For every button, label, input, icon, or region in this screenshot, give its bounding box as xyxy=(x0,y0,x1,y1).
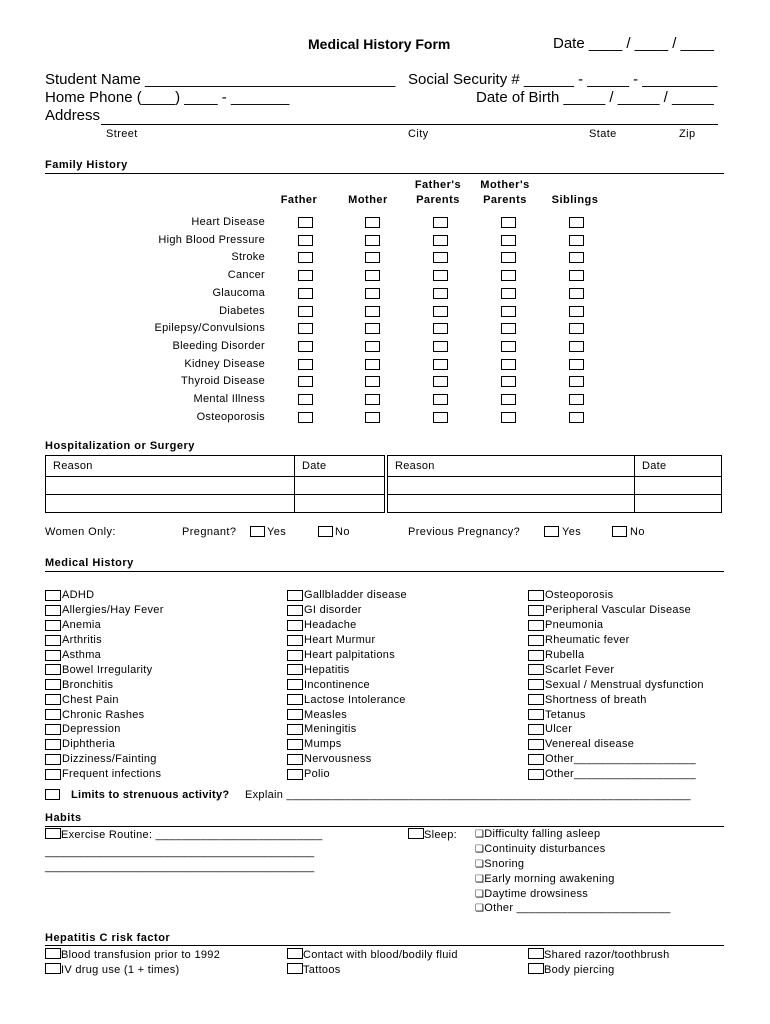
medical-anemia-checkbox[interactable] xyxy=(45,620,61,631)
hepatitis-heading: Hepatitis C risk factor xyxy=(45,932,171,944)
hepatitis-risk-item[interactable] xyxy=(528,948,670,961)
medical-ulcer-checkbox[interactable] xyxy=(528,724,544,735)
family-stroke-mother-checkbox[interactable] xyxy=(365,252,380,263)
medical-item-label: Diphtheria xyxy=(62,738,116,751)
medical-frequent-infections-checkbox[interactable] xyxy=(45,769,61,780)
exercise-field[interactable]: Exercise Routine: __________________________ xyxy=(61,829,323,841)
reason-cell[interactable] xyxy=(388,495,635,513)
medical-item-label: Lactose Intolerance xyxy=(304,693,406,706)
city-label: City xyxy=(408,128,429,140)
date-cell[interactable] xyxy=(295,495,385,513)
family-thyroid-disease-father-checkbox[interactable] xyxy=(298,376,313,387)
family-bleeding-disorder-siblings-checkbox[interactable] xyxy=(569,341,584,352)
medical-item-label: Bronchitis xyxy=(62,678,114,691)
date-header: Date xyxy=(295,456,385,477)
medical-history-item[interactable] xyxy=(287,752,407,767)
family-column-header-father-s-parents: Father's Parents xyxy=(414,179,462,206)
family-osteoporosis-mother-checkbox[interactable] xyxy=(365,412,380,423)
medical-diphtheria-checkbox[interactable] xyxy=(45,739,61,750)
family-kidney-disease-mother-checkbox[interactable] xyxy=(365,359,380,370)
medical-sexual-menstrual-dysfunction-checkbox[interactable] xyxy=(528,679,544,690)
medical-item-label: Heart palpitations xyxy=(304,649,396,661)
exercise-checkbox[interactable] xyxy=(45,828,61,839)
family-cancer-mother-s-parents-checkbox[interactable] xyxy=(501,270,516,281)
medical-tetanus-checkbox[interactable] xyxy=(528,709,544,720)
medical-item-label: Meningitis xyxy=(304,723,357,736)
medical-item-label: Arthritis xyxy=(62,634,102,647)
medical-history-item[interactable] xyxy=(45,767,164,782)
family-condition-label: Epilepsy/Convulsions xyxy=(154,322,265,335)
medical-chronic-rashes-checkbox[interactable] xyxy=(45,709,61,720)
ssn-field[interactable]: Social Security # ______ - _____ - _________ xyxy=(408,71,718,88)
hepatitis-iv-drug-use-1-times-checkbox[interactable] xyxy=(45,963,61,974)
medical-item-label: Mumps xyxy=(304,738,342,751)
reason-header: Reason xyxy=(388,456,635,477)
family-glaucoma-father-checkbox[interactable] xyxy=(298,288,313,299)
hepatitis-item-label: Tattoos xyxy=(303,964,341,976)
family-high-blood-pressure-mother-checkbox[interactable] xyxy=(365,235,380,246)
medical-shortness-of-breath-checkbox[interactable] xyxy=(528,694,544,705)
sleep-options xyxy=(475,828,671,917)
sleep-option[interactable] xyxy=(475,902,671,917)
medical-history-item[interactable] xyxy=(45,662,164,677)
medical-history-item[interactable] xyxy=(287,692,407,707)
family-condition-label: High Blood Pressure xyxy=(158,233,265,246)
checkbox-icon[interactable]: ❏ xyxy=(475,858,485,870)
section-divider xyxy=(45,571,724,572)
family-stroke-mother-s-parents-checkbox[interactable] xyxy=(501,252,516,263)
medical-item-label: Headache xyxy=(304,619,357,632)
medical-item-label: Nervousness xyxy=(304,753,372,766)
family-osteoporosis-father-checkbox[interactable] xyxy=(298,412,313,423)
family-diabetes-siblings-checkbox[interactable] xyxy=(569,306,584,317)
pregnant-no-checkbox[interactable] xyxy=(318,526,333,537)
medical-bowel-irregularity-checkbox[interactable] xyxy=(45,664,61,675)
hepatitis-risk-item[interactable] xyxy=(45,963,179,976)
medical-heart-murmur-checkbox[interactable] xyxy=(287,635,303,646)
medical-depression-checkbox[interactable] xyxy=(45,724,61,735)
medical-item-label: Ulcer xyxy=(545,723,573,736)
medical-gallbladder-disease-checkbox[interactable] xyxy=(287,590,303,601)
medical-history-item[interactable] xyxy=(528,752,704,767)
medical-history-item[interactable] xyxy=(528,662,704,677)
family-thyroid-disease-father-s-parents-checkbox[interactable] xyxy=(433,376,448,387)
medical-history-item[interactable] xyxy=(528,692,704,707)
medical-item-label: Venereal disease xyxy=(545,738,635,751)
hepatitis-item-label: Blood transfusion prior to 1992 xyxy=(61,949,221,961)
family-epilepsy-convulsions-siblings-checkbox[interactable] xyxy=(569,323,584,334)
medical-history-item[interactable] xyxy=(287,588,407,603)
medical-history-item[interactable] xyxy=(287,648,407,663)
medical-adhd-checkbox[interactable] xyxy=(45,590,61,601)
previous-pregnancy-label: Previous Pregnancy? xyxy=(408,526,521,538)
sleep-option-label: Difficulty falling asleep xyxy=(484,828,601,840)
section-divider xyxy=(45,173,724,174)
date-cell[interactable] xyxy=(635,477,722,495)
medical-item-label: Pneumonia xyxy=(545,619,604,632)
family-kidney-disease-father-checkbox[interactable] xyxy=(298,359,313,370)
hepatitis-body-piercing-checkbox[interactable] xyxy=(528,963,544,974)
family-mental-illness-father-s-parents-checkbox[interactable] xyxy=(433,394,448,405)
sleep-row xyxy=(408,828,457,841)
medical-history-item[interactable] xyxy=(45,603,164,618)
medical-history-heading: Medical History xyxy=(45,557,134,569)
sleep-option[interactable] xyxy=(475,843,671,858)
reason-cell[interactable] xyxy=(46,495,295,513)
medical-arthritis-checkbox[interactable] xyxy=(45,635,61,646)
medical-history-item[interactable] xyxy=(45,588,164,603)
medical-item-label: Rubella xyxy=(545,649,585,661)
family-thyroid-disease-mother-s-parents-checkbox[interactable] xyxy=(501,376,516,387)
medical-item-label: GI disorder xyxy=(304,604,362,617)
prev-pregnancy-yes-checkbox[interactable] xyxy=(544,526,559,537)
family-mental-illness-siblings-checkbox[interactable] xyxy=(569,394,584,405)
medical-item-label: Bowel Irregularity xyxy=(62,663,153,676)
hepatitis-item-label: Body piercing xyxy=(544,964,615,976)
family-condition-label: Kidney Disease xyxy=(184,357,265,370)
address-line[interactable] xyxy=(101,124,718,125)
medical-history-item[interactable] xyxy=(528,767,704,782)
reason-cell[interactable] xyxy=(388,477,635,495)
medical-nervousness-checkbox[interactable] xyxy=(287,754,303,765)
home-phone-field[interactable]: Home Phone (____) ____ - _______ xyxy=(45,89,290,106)
family-column-header-mother: Mother xyxy=(348,194,388,206)
medical-item-label: Asthma xyxy=(62,649,102,661)
medical-history-item[interactable] xyxy=(287,722,407,737)
limits-explain-field[interactable]: Explain _______________________________________________________________ xyxy=(245,789,691,801)
hepatitis-risk-item[interactable] xyxy=(287,948,458,961)
yes-label: Yes xyxy=(562,526,582,538)
medical-history-item[interactable] xyxy=(287,633,407,648)
medical-venereal-disease-checkbox[interactable] xyxy=(528,739,544,750)
form-title: Medical History Form xyxy=(308,36,451,52)
checkbox-icon[interactable]: ❏ xyxy=(475,888,485,900)
medical-history-item[interactable] xyxy=(287,603,407,618)
date-cell[interactable] xyxy=(635,495,722,513)
state-label: State xyxy=(589,128,617,140)
family-heart-disease-mother-s-parents-checkbox[interactable] xyxy=(501,217,516,228)
medical-history-item[interactable] xyxy=(45,648,164,663)
medical-item-label: Measles xyxy=(304,708,348,721)
family-thyroid-disease-mother-checkbox[interactable] xyxy=(365,376,380,387)
medical-item-label: Depression xyxy=(62,723,121,736)
medical-rubella-checkbox[interactable] xyxy=(528,650,544,661)
family-stroke-father-s-parents-checkbox[interactable] xyxy=(433,252,448,263)
medical-gi-disorder-checkbox[interactable] xyxy=(287,605,303,616)
family-mental-illness-father-checkbox[interactable] xyxy=(298,394,313,405)
medical-other-checkbox[interactable] xyxy=(528,754,544,765)
medical-peripheral-vascular-disease-checkbox[interactable] xyxy=(528,605,544,616)
medical-rheumatic-fever-checkbox[interactable] xyxy=(528,635,544,646)
sleep-option[interactable] xyxy=(475,858,671,873)
pregnant-label: Pregnant? xyxy=(182,526,237,538)
medical-history-item[interactable] xyxy=(287,737,407,752)
sleep-option-label: Other ________________________ xyxy=(484,902,671,915)
habits-heading: Habits xyxy=(45,812,82,824)
reason-header: Reason xyxy=(46,456,295,477)
medical-item-label: Other___________________ xyxy=(545,753,696,766)
exercise-blank-line[interactable]: ____________________________________________ xyxy=(45,861,315,873)
family-bleeding-disorder-mother-checkbox[interactable] xyxy=(365,341,380,352)
family-mental-illness-mother-checkbox[interactable] xyxy=(365,394,380,405)
medical-scarlet-fever-checkbox[interactable] xyxy=(528,664,544,675)
section-divider xyxy=(45,826,724,827)
medical-asthma-checkbox[interactable] xyxy=(45,650,61,661)
sleep-option-label: Early morning awakening xyxy=(484,872,615,885)
sleep-option[interactable] xyxy=(475,828,671,843)
medical-history-column-1 xyxy=(45,588,164,782)
medical-incontinence-checkbox[interactable] xyxy=(287,679,303,690)
hepatitis-item-label: Shared razor/toothbrush xyxy=(544,949,670,961)
limits-checkbox[interactable] xyxy=(45,789,60,800)
medical-history-item[interactable] xyxy=(528,633,704,648)
family-diabetes-mother-checkbox[interactable] xyxy=(365,306,380,317)
hepatitis-tattoos-checkbox[interactable] xyxy=(287,963,303,974)
date-field[interactable]: Date ____ / ____ / ____ xyxy=(553,35,714,52)
medical-mumps-checkbox[interactable] xyxy=(287,739,303,750)
medical-hepatitis-checkbox[interactable] xyxy=(287,664,303,675)
family-osteoporosis-siblings-checkbox[interactable] xyxy=(569,412,584,423)
family-cancer-mother-checkbox[interactable] xyxy=(365,270,380,281)
family-glaucoma-father-s-parents-checkbox[interactable] xyxy=(433,288,448,299)
hepatitis-shared-razor-toothbrush-checkbox[interactable] xyxy=(528,948,544,959)
medical-lactose-intolerance-checkbox[interactable] xyxy=(287,694,303,705)
hepatitis-blood-transfusion-prior-to-1992-checkbox[interactable] xyxy=(45,948,61,959)
medical-item-label: Scarlet Fever xyxy=(545,663,615,676)
family-bleeding-disorder-father-s-parents-checkbox[interactable] xyxy=(433,341,448,352)
medical-headache-checkbox[interactable] xyxy=(287,620,303,631)
family-kidney-disease-siblings-checkbox[interactable] xyxy=(569,359,584,370)
hospitalization-heading: Hospitalization or Surgery xyxy=(45,440,195,452)
medical-meningitis-checkbox[interactable] xyxy=(287,724,303,735)
women-only-label: Women Only: xyxy=(45,526,116,538)
family-condition-label: Diabetes xyxy=(219,304,265,317)
hepatitis-contact-with-blood-bodily-fluid-checkbox[interactable] xyxy=(287,948,303,959)
medical-history-item[interactable] xyxy=(45,692,164,707)
medical-history-item[interactable] xyxy=(528,737,704,752)
medical-item-label: Chest Pain xyxy=(62,693,119,706)
section-divider xyxy=(45,945,724,946)
medical-bronchitis-checkbox[interactable] xyxy=(45,679,61,690)
family-condition-label: Heart Disease xyxy=(191,216,265,228)
medical-history-item[interactable] xyxy=(287,767,407,782)
exercise-blank-line[interactable]: ____________________________________________ xyxy=(45,846,315,858)
hepatitis-risk-item[interactable] xyxy=(287,963,341,976)
family-epilepsy-convulsions-mother-s-parents-checkbox[interactable] xyxy=(501,323,516,334)
family-kidney-disease-father-s-parents-checkbox[interactable] xyxy=(433,359,448,370)
family-kidney-disease-mother-s-parents-checkbox[interactable] xyxy=(501,359,516,370)
family-stroke-father-checkbox[interactable] xyxy=(298,252,313,263)
family-diabetes-father-s-parents-checkbox[interactable] xyxy=(433,306,448,317)
medical-heart-palpitations-checkbox[interactable] xyxy=(287,650,303,661)
family-high-blood-pressure-father-s-parents-checkbox[interactable] xyxy=(433,235,448,246)
medical-history-item[interactable] xyxy=(528,722,704,737)
address-label: Address xyxy=(45,107,101,124)
date-header: Date xyxy=(635,456,722,477)
medical-history-item[interactable] xyxy=(528,648,704,663)
medical-allergies-hay-fever-checkbox[interactable] xyxy=(45,605,61,616)
medical-item-label: Allergies/Hay Fever xyxy=(62,604,164,617)
prev-pregnancy-no-checkbox[interactable] xyxy=(612,526,627,537)
family-column-header-mother-s-parents: Mother's Parents xyxy=(480,179,530,206)
family-high-blood-pressure-siblings-checkbox[interactable] xyxy=(569,235,584,246)
medical-item-label: Incontinence xyxy=(304,678,370,691)
family-thyroid-disease-siblings-checkbox[interactable] xyxy=(569,376,584,387)
medical-item-label: Chronic Rashes xyxy=(62,708,145,721)
medical-item-label: Other___________________ xyxy=(545,768,696,781)
family-condition-label: Glaucoma xyxy=(212,286,265,299)
family-heart-disease-siblings-checkbox[interactable] xyxy=(569,217,584,228)
family-condition-label: Mental Illness xyxy=(193,393,265,405)
family-epilepsy-convulsions-father-checkbox[interactable] xyxy=(298,323,313,334)
family-cancer-father-s-parents-checkbox[interactable] xyxy=(433,270,448,281)
medical-item-label: Shortness of breath xyxy=(545,693,647,706)
family-bleeding-disorder-father-checkbox[interactable] xyxy=(298,341,313,352)
family-column-header-father: Father xyxy=(280,194,318,206)
medical-item-label: Polio xyxy=(304,768,330,781)
medical-item-label: ADHD xyxy=(62,589,95,602)
family-glaucoma-mother-s-parents-checkbox[interactable] xyxy=(501,288,516,299)
medical-history-item[interactable] xyxy=(45,737,164,752)
hepatitis-risk-item[interactable] xyxy=(528,963,615,976)
family-high-blood-pressure-father-checkbox[interactable] xyxy=(298,235,313,246)
medical-history-item[interactable] xyxy=(287,707,407,722)
family-condition-label: Thyroid Disease xyxy=(181,375,265,388)
sleep-option-label: Snoring xyxy=(484,857,525,870)
sleep-option-label: Daytime drowsiness xyxy=(484,887,589,900)
family-condition-label: Bleeding Disorder xyxy=(172,339,265,352)
sleep-option[interactable] xyxy=(475,888,671,903)
medical-chest-pain-checkbox[interactable] xyxy=(45,694,61,705)
family-osteoporosis-father-s-parents-checkbox[interactable] xyxy=(433,412,448,423)
medical-item-label: Heart Murmur xyxy=(304,634,376,647)
medical-measles-checkbox[interactable] xyxy=(287,709,303,720)
family-condition-label: Stroke xyxy=(231,251,265,264)
no-label: No xyxy=(630,526,645,538)
student-name-field[interactable]: Student Name ______________________________ xyxy=(45,71,396,88)
medical-item-label: Gallbladder disease xyxy=(304,589,407,602)
medical-history-item[interactable] xyxy=(45,633,164,648)
family-glaucoma-siblings-checkbox[interactable] xyxy=(569,288,584,299)
medical-item-label: Dizziness/Fainting xyxy=(62,753,157,766)
medical-history-column-3 xyxy=(528,588,704,782)
medical-history-item[interactable] xyxy=(528,707,704,722)
medical-history-item[interactable] xyxy=(528,588,704,603)
pregnant-yes-checkbox[interactable] xyxy=(250,526,265,537)
family-bleeding-disorder-mother-s-parents-checkbox[interactable] xyxy=(501,341,516,352)
medical-item-label: Frequent infections xyxy=(62,768,162,781)
family-high-blood-pressure-mother-s-parents-checkbox[interactable] xyxy=(501,235,516,246)
checkbox-icon[interactable]: ❏ xyxy=(475,843,485,855)
checkbox-icon[interactable]: ❏ xyxy=(475,829,485,840)
medical-history-item[interactable] xyxy=(45,752,164,767)
sleep-option-label: Continuity disturbances xyxy=(484,842,606,855)
checkbox-icon[interactable]: ❏ xyxy=(475,873,485,885)
sleep-label: Sleep: xyxy=(424,829,457,841)
family-glaucoma-mother-checkbox[interactable] xyxy=(365,288,380,299)
family-cancer-siblings-checkbox[interactable] xyxy=(569,270,584,281)
family-epilepsy-convulsions-father-s-parents-checkbox[interactable] xyxy=(433,323,448,334)
hepatitis-item-label: IV drug use (1 + times) xyxy=(61,964,180,976)
date-cell[interactable] xyxy=(295,477,385,495)
family-epilepsy-convulsions-mother-checkbox[interactable] xyxy=(365,323,380,334)
medical-history-item[interactable] xyxy=(528,603,704,618)
medical-item-label: Rheumatic fever xyxy=(545,634,630,647)
sleep-option[interactable] xyxy=(475,873,671,888)
family-stroke-siblings-checkbox[interactable] xyxy=(569,252,584,263)
no-label: No xyxy=(335,526,350,538)
medical-history-item[interactable] xyxy=(287,662,407,677)
dob-field[interactable]: Date of Birth _____ / _____ / _____ xyxy=(476,89,714,106)
checkbox-icon[interactable]: ❏ xyxy=(475,903,485,915)
medical-osteoporosis-checkbox[interactable] xyxy=(528,590,544,601)
medical-history-item[interactable] xyxy=(528,677,704,692)
medical-history-item[interactable] xyxy=(287,618,407,633)
medical-history-item[interactable] xyxy=(45,707,164,722)
medical-item-label: Osteoporosis xyxy=(545,589,614,602)
medical-other-checkbox[interactable] xyxy=(528,769,544,780)
family-diabetes-mother-s-parents-checkbox[interactable] xyxy=(501,306,516,317)
family-cancer-father-checkbox[interactable] xyxy=(298,270,313,281)
medical-history-item[interactable] xyxy=(45,618,164,633)
sleep-checkbox[interactable] xyxy=(408,828,424,839)
family-column-header-siblings: Siblings xyxy=(551,194,599,206)
medical-history-item[interactable] xyxy=(45,722,164,737)
family-mental-illness-mother-s-parents-checkbox[interactable] xyxy=(501,394,516,405)
zip-label: Zip xyxy=(679,128,696,140)
street-label: Street xyxy=(106,128,138,140)
family-heart-disease-father-s-parents-checkbox[interactable] xyxy=(433,217,448,228)
family-osteoporosis-mother-s-parents-checkbox[interactable] xyxy=(501,412,516,423)
family-heart-disease-mother-checkbox[interactable] xyxy=(365,217,380,228)
family-heart-disease-father-checkbox[interactable] xyxy=(298,217,313,228)
medical-polio-checkbox[interactable] xyxy=(287,769,303,780)
medical-history-column-2 xyxy=(287,588,407,782)
exercise-row xyxy=(45,828,323,841)
medical-item-label: Sexual / Menstrual dysfunction xyxy=(545,678,704,691)
medical-pneumonia-checkbox[interactable] xyxy=(528,620,544,631)
medical-history-item[interactable] xyxy=(287,677,407,692)
hospitalization-table xyxy=(45,455,722,513)
medical-item-label: Hepatitis xyxy=(304,663,350,676)
hepatitis-risk-item[interactable] xyxy=(45,948,220,961)
medical-history-item[interactable] xyxy=(528,618,704,633)
family-diabetes-father-checkbox[interactable] xyxy=(298,306,313,317)
medical-item-label: Tetanus xyxy=(545,708,586,721)
family-condition-label: Cancer xyxy=(227,269,265,282)
limits-label: Limits to strenuous activity? xyxy=(71,789,230,801)
medical-dizziness-fainting-checkbox[interactable] xyxy=(45,754,61,765)
medical-item-label: Anemia xyxy=(62,619,102,632)
medical-history-item[interactable] xyxy=(45,677,164,692)
medical-item-label: Peripheral Vascular Disease xyxy=(545,604,692,617)
family-condition-label: Osteoporosis xyxy=(196,410,265,423)
yes-label: Yes xyxy=(267,526,287,538)
hepatitis-item-label: Contact with blood/bodily fluid xyxy=(303,949,458,961)
family-history-heading: Family History xyxy=(45,159,128,171)
reason-cell[interactable] xyxy=(46,477,295,495)
